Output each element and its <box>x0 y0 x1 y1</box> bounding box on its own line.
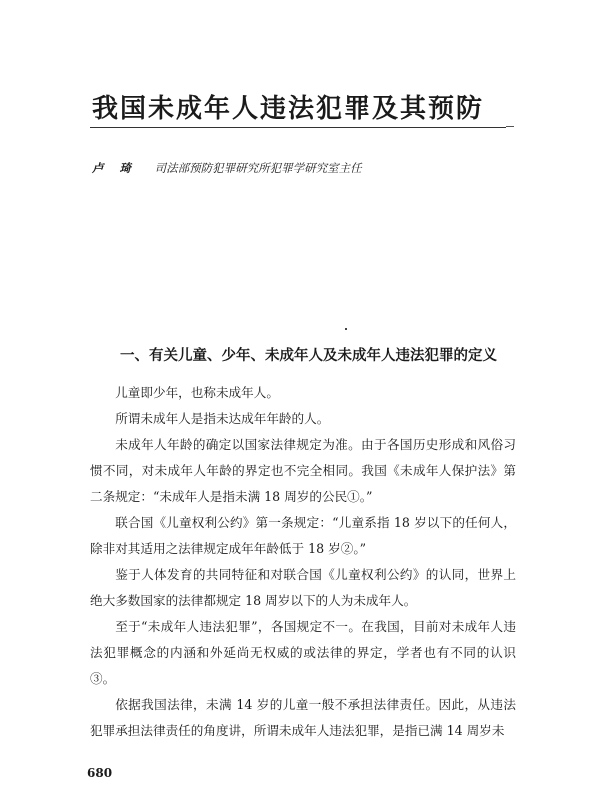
title-underline-tick <box>506 126 514 127</box>
paragraph: 未成年人年龄的确定以国家法律规定为准。由于各国历史形成和风俗习惯不同，对未成年人年龄的界定也不完全相同。我国《未成年人保护法》第二条规定：“未成年人是指未满 18 周岁的公民①。” <box>90 437 516 504</box>
paragraph: 所谓未成年人是指未达成年年龄的人。 <box>115 411 330 426</box>
page-number: 680 <box>87 766 113 780</box>
paragraph: 依据我国法律，未满 14 岁的儿童一般不承担法律责任。因此，从违法犯罪承担法律责任的角度讲，所谓未成年人违法犯罪，是指已满 14 周岁未 <box>90 697 516 738</box>
title-underline <box>90 127 506 128</box>
author-affiliation: 司法部预防犯罪研究所犯罪学研究室主任 <box>154 161 362 175</box>
section-heading: 一、有关儿童、少年、未成年人及未成年人违法犯罪的定义 <box>120 348 497 364</box>
paragraph: 联合国《儿童权利公约》第一条规定：“儿童系指 18 岁以下的任何人，除非对其适用之法律规定成年年龄低于 18 岁②。” <box>90 515 516 556</box>
body-text <box>90 380 516 744</box>
author-line <box>92 160 362 176</box>
paragraph: 鉴于人体发育的共同特征和对联合国《儿童权利公约》的认同，世界上绝大多数国家的法律都规定 18 周岁以下的人为未成年人。 <box>90 567 516 608</box>
paragraph: 儿童即少年，也称未成年人。 <box>115 385 279 400</box>
article-title: 我国未成年人违法犯罪及其预防 <box>92 94 485 124</box>
scan-speck <box>345 328 347 330</box>
paragraph: 至于“未成年人违法犯罪”，各国规定不一。在我国，目前对未成年人违法犯罪概念的内涵和外延尚无权威的或法律的界定，学者也有不同的认识③。 <box>90 619 516 686</box>
author-name: 卢 琦 <box>92 161 138 175</box>
